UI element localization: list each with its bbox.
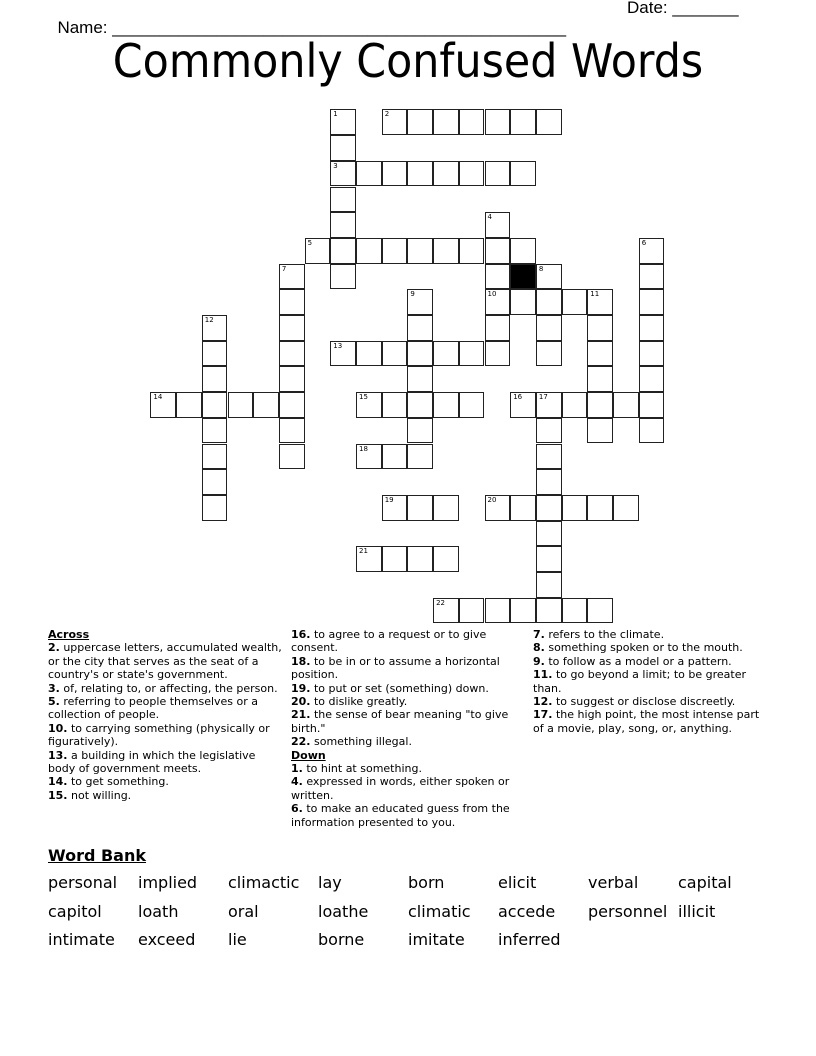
clue-text: to dislike greatly. [310,695,408,709]
crossword-cell[interactable] [330,161,356,187]
word-bank-item: personal [48,873,118,892]
crossword-cell[interactable] [587,418,613,444]
crossword-cell[interactable] [485,212,511,238]
clue-down-12 [533,695,773,708]
crossword-cell[interactable] [228,392,254,418]
clue-number: 7 [281,264,287,273]
crossword-cell[interactable] [407,444,433,470]
word-bank-item: inferred [498,930,561,949]
crossword-cell[interactable] [202,418,228,444]
crossword-cell[interactable] [639,289,665,315]
word-bank-item: illicit [678,901,716,921]
crossword-cell[interactable] [279,418,305,444]
crossword-cell[interactable] [407,392,433,418]
clue-across-10 [48,722,284,749]
word-bank-item: loathe [318,901,369,921]
crossword-cell[interactable] [639,315,665,341]
clue-number: 8. [533,641,545,655]
clue-number: 5. [48,695,60,709]
clue-number: 18 [359,444,368,453]
crossword-cell[interactable] [150,392,176,418]
crossword-cell[interactable] [356,392,382,418]
clue-number: 17. [533,708,553,722]
crossword-cell[interactable] [382,546,408,572]
clue-number: 1 [333,110,338,119]
crossword-cell[interactable] [639,264,665,290]
clue-number: 21. [291,708,311,722]
clue-number: 6. [291,802,303,816]
crossword-cell[interactable] [459,109,485,135]
clue-text: something illegal. [310,735,412,749]
word-bank-item: imitate [408,930,465,949]
crossword-cell[interactable] [510,109,536,135]
word-bank-title: Word Bank [48,846,147,865]
clue-number: 21 [359,547,368,556]
name-field[interactable]: Name: ________________________________________________ [57,18,567,37]
clue-number: 3. [48,681,60,695]
crossword-cell[interactable] [433,598,459,624]
crossword-cell[interactable] [279,315,305,341]
crossword-cell[interactable] [330,341,356,367]
date-field[interactable]: Date: _______ [627,0,739,17]
crossword-cell[interactable] [587,289,613,315]
clue-number: 3 [333,161,338,170]
clue-across-19 [291,682,527,695]
crossword-cell[interactable] [407,109,433,135]
crossword-cell[interactable] [485,109,511,135]
crossword-cell[interactable] [639,238,665,264]
crossword-cell[interactable] [536,289,562,315]
crossword-cell[interactable] [562,392,588,418]
word-bank-item: exceed [138,930,196,949]
word-bank-item: personnel [588,901,668,921]
clue-number: 6 [641,238,647,247]
crossword-cell[interactable] [536,495,562,521]
clue-down-7 [533,628,773,641]
word-bank-item: oral [228,901,259,921]
clue-number: 7. [533,628,545,641]
crossword-cell[interactable] [536,546,562,572]
crossword-cell[interactable] [562,495,588,521]
clue-number: 15 [359,393,368,402]
crossword-cell[interactable] [407,341,433,367]
word-bank-item: accede [498,901,556,921]
clue-across-5 [48,695,284,722]
crossword-cell[interactable] [382,392,408,418]
clue-text: to suggest or disclose discreetly. [552,695,736,709]
clue-number: 10. [48,721,68,735]
crossword-cell[interactable] [382,495,408,521]
clue-number: 1. [291,762,303,776]
clue-across-15 [48,789,284,802]
crossword-cell[interactable] [639,341,665,367]
clue-across-3 [48,682,284,695]
crossword-cell[interactable] [587,341,613,367]
across-heading: Across [48,628,90,641]
clue-text: something spoken or to the mouth. [544,641,743,655]
word-bank-item: lie [228,930,247,949]
crossword-cell[interactable] [253,392,279,418]
clue-across-20 [291,695,527,708]
crossword-cell[interactable] [639,418,665,444]
crossword-cell[interactable] [562,289,588,315]
crossword-cell[interactable] [279,341,305,367]
clue-number: 2 [384,110,390,119]
word-bank-item: lay [318,873,342,892]
crossword-cell[interactable] [459,392,485,418]
clue-text: to be in or to assume a horizontal position. [291,654,500,682]
crossword-cell[interactable] [407,366,433,392]
crossword-cell[interactable] [536,572,562,598]
crossword-cell[interactable] [433,161,459,187]
word-bank-item: intimate [48,930,115,949]
word-bank-item: loath [138,901,179,921]
clue-across-14 [48,775,284,788]
clue-text: to get something. [67,775,169,789]
clue-across-13 [48,749,284,776]
crossword-cell[interactable] [382,109,408,135]
crossword-cell[interactable] [485,315,511,341]
crossword-cell[interactable] [510,289,536,315]
clue-number: 14. [48,775,68,789]
crossword-cell[interactable] [407,289,433,315]
crossword-cell[interactable] [433,341,459,367]
crossword-cell[interactable] [536,521,562,547]
crossword-cell[interactable] [485,598,511,624]
crossword-cell[interactable] [536,264,562,290]
clue-text: to carrying something (physically or figuratively). [48,721,270,749]
crossword-cell[interactable] [510,495,536,521]
clue-down-8 [533,641,773,654]
crossword-cell[interactable] [330,187,356,213]
crossword-cell[interactable] [536,469,562,495]
crossword-cell[interactable] [587,495,613,521]
crossword-cell[interactable] [459,598,485,624]
crossword-cell[interactable] [382,238,408,264]
clue-across-21 [291,708,527,735]
crossword-cell[interactable] [485,161,511,187]
word-bank-item: climactic [228,873,300,892]
crossword-cell[interactable] [536,392,562,418]
crossword-cell[interactable] [356,238,382,264]
clue-across-16 [291,628,527,655]
crossword-cell[interactable] [356,161,382,187]
clue-number: 20. [291,695,311,709]
crossword-cell[interactable] [382,341,408,367]
crossword-cell[interactable] [639,366,665,392]
clue-number: 5 [307,238,313,247]
crossword-cell[interactable] [485,238,511,264]
crossword-cell[interactable] [279,366,305,392]
clue-across-2 [48,641,284,681]
clue-across-22 [291,735,527,748]
down-heading: Down [291,748,326,762]
crossword-cell[interactable] [587,366,613,392]
clue-down-9 [533,655,773,668]
clue-number: 12 [204,316,214,324]
crossword-cell[interactable] [536,598,562,624]
crossword-cell[interactable] [202,341,228,367]
clue-number: 18. [291,654,311,668]
crossword-cell[interactable] [536,109,562,135]
clue-number: 19 [384,495,394,504]
clue-text: refers to the climate. [544,628,665,641]
clue-text: to put or set (something) down. [310,681,489,695]
crossword-cell[interactable] [279,289,305,315]
crossword-cell[interactable] [356,546,382,572]
clue-number: 22 [436,598,446,607]
crossword-cell[interactable] [433,238,459,264]
clue-number: 9 [410,290,415,299]
crossword-cell[interactable] [356,444,382,470]
clue-text: uppercase letters, accumulated wealth, or the city that serves as the seat of a country's or state's government. [48,641,282,682]
clue-number: 9. [533,654,545,668]
crossword-cell[interactable] [485,289,511,315]
crossword-cell[interactable] [587,315,613,341]
crossword-cell[interactable] [407,495,433,521]
clue-down-1 [291,762,527,775]
page-title: Commonly Confused Words [112,34,704,88]
crossword-cell[interactable] [510,161,536,187]
crossword-cell[interactable] [485,264,511,290]
crossword-cell[interactable] [305,238,331,264]
word-bank-item: capitol [48,901,102,921]
crossword-cell[interactable] [202,495,228,521]
clue-number: 11. [533,668,553,682]
clue-number: 13. [48,748,68,762]
clue-number: 10 [487,290,497,299]
clue-number: 16 [513,393,523,402]
clue-number: 4. [291,775,303,789]
crossword-cell[interactable] [176,392,202,418]
crossword-cell[interactable] [536,418,562,444]
crossword-cell[interactable] [536,444,562,470]
crossword-cell[interactable] [202,366,228,392]
crossword-cell[interactable] [407,418,433,444]
crossword-cell[interactable] [279,392,305,418]
crossword-cell[interactable] [433,392,459,418]
word-bank-item: implied [138,873,198,892]
clue-number: 12. [533,695,553,709]
clue-number: 15. [48,788,68,802]
clue-number: 20 [487,495,497,504]
clue-number: 11 [590,290,600,299]
clue-text: to follow as a model or a pattern. [544,654,732,668]
clue-text: referring to people themselves or a collection of people. [48,695,259,722]
crossword-cell[interactable] [433,546,459,572]
crossword-cell[interactable] [330,212,356,238]
crossword-cell[interactable] [330,264,356,290]
crossword-cell[interactable] [202,469,228,495]
clue-text: the high point, the most intense part of a movie, play, song, or, anything. [533,708,760,735]
clue-text: to hint at something. [302,762,422,776]
clue-number: 19. [291,681,311,695]
crossword-cell[interactable] [279,264,305,290]
crossword-cell[interactable] [202,315,228,341]
crossword-cell[interactable] [433,495,459,521]
clue-number: 17 [538,393,548,402]
crossword-cell[interactable] [536,341,562,367]
crossword-cell[interactable] [562,598,588,624]
crossword-cell[interactable] [356,341,382,367]
clue-number: 14 [153,393,163,402]
crossword-cell[interactable] [433,109,459,135]
crossword-cell[interactable] [330,109,356,135]
word-bank-item: capital [678,873,732,892]
crossword-cell[interactable] [407,161,433,187]
clue-text: the sense of bear meaning "to give birth." [291,708,509,735]
clue-down-17 [533,708,773,735]
clue-down-6 [291,802,527,829]
clues-column-2 [291,628,527,829]
crossword-cell[interactable] [639,392,665,418]
crossword-cell[interactable] [407,315,433,341]
clue-down-4 [291,775,527,802]
crossword-cell[interactable] [330,238,356,264]
crossword-cell[interactable] [382,444,408,470]
clue-across-18 [291,655,527,682]
clues-column-1 [48,628,284,802]
crossword-cell[interactable] [510,392,536,418]
word-bank-item: climatic [408,901,471,921]
clue-text: of, relating to, or affecting, the person. [59,681,278,695]
clue-text: not willing. [67,788,132,802]
clue-number: 16. [291,628,311,641]
crossword-cell[interactable] [613,495,639,521]
crossword-cell[interactable] [330,135,356,161]
crossword-cell[interactable] [202,392,228,418]
crossword-cell[interactable] [587,392,613,418]
clue-text: to go beyond a limit; to be greater than. [533,668,746,695]
crossword-cell[interactable] [459,341,485,367]
word-bank-item: born [408,873,445,892]
word-bank-item: verbal [588,873,639,892]
crossword-cell[interactable] [536,315,562,341]
crossword-cell[interactable] [407,546,433,572]
crossword-cell[interactable] [613,392,639,418]
crossword-cell[interactable] [510,598,536,624]
crossword-cell[interactable] [202,444,228,470]
clue-number: 8 [538,264,544,273]
crossword-cell[interactable] [510,238,536,264]
clues-column-3 [533,628,773,735]
clue-number: 4 [487,213,492,222]
clue-text: to agree to a request or to give consent. [291,628,487,655]
clue-text: to make an educated guess from the information presented to you. [291,802,510,829]
clue-down-11 [533,668,773,695]
crossword-cell[interactable] [459,161,485,187]
word-bank-item: borne [318,930,365,949]
clue-number: 13 [333,341,343,350]
crossword-cell[interactable] [382,161,408,187]
crossword-cell[interactable] [587,598,613,624]
clue-text: a building in which the legislative body of government meets. [48,748,256,776]
word-bank-item: elicit [498,873,537,892]
crossword-cell[interactable] [485,341,511,367]
clue-number: 22. [291,735,311,749]
crossword-cell[interactable] [279,444,305,470]
crossword-cell[interactable] [459,238,485,264]
clue-number: 2. [48,641,60,655]
black-cell [510,264,536,290]
clue-text: expressed in words, either spoken or written. [291,775,510,802]
crossword-cell[interactable] [407,238,433,264]
crossword-cell[interactable] [485,495,511,521]
